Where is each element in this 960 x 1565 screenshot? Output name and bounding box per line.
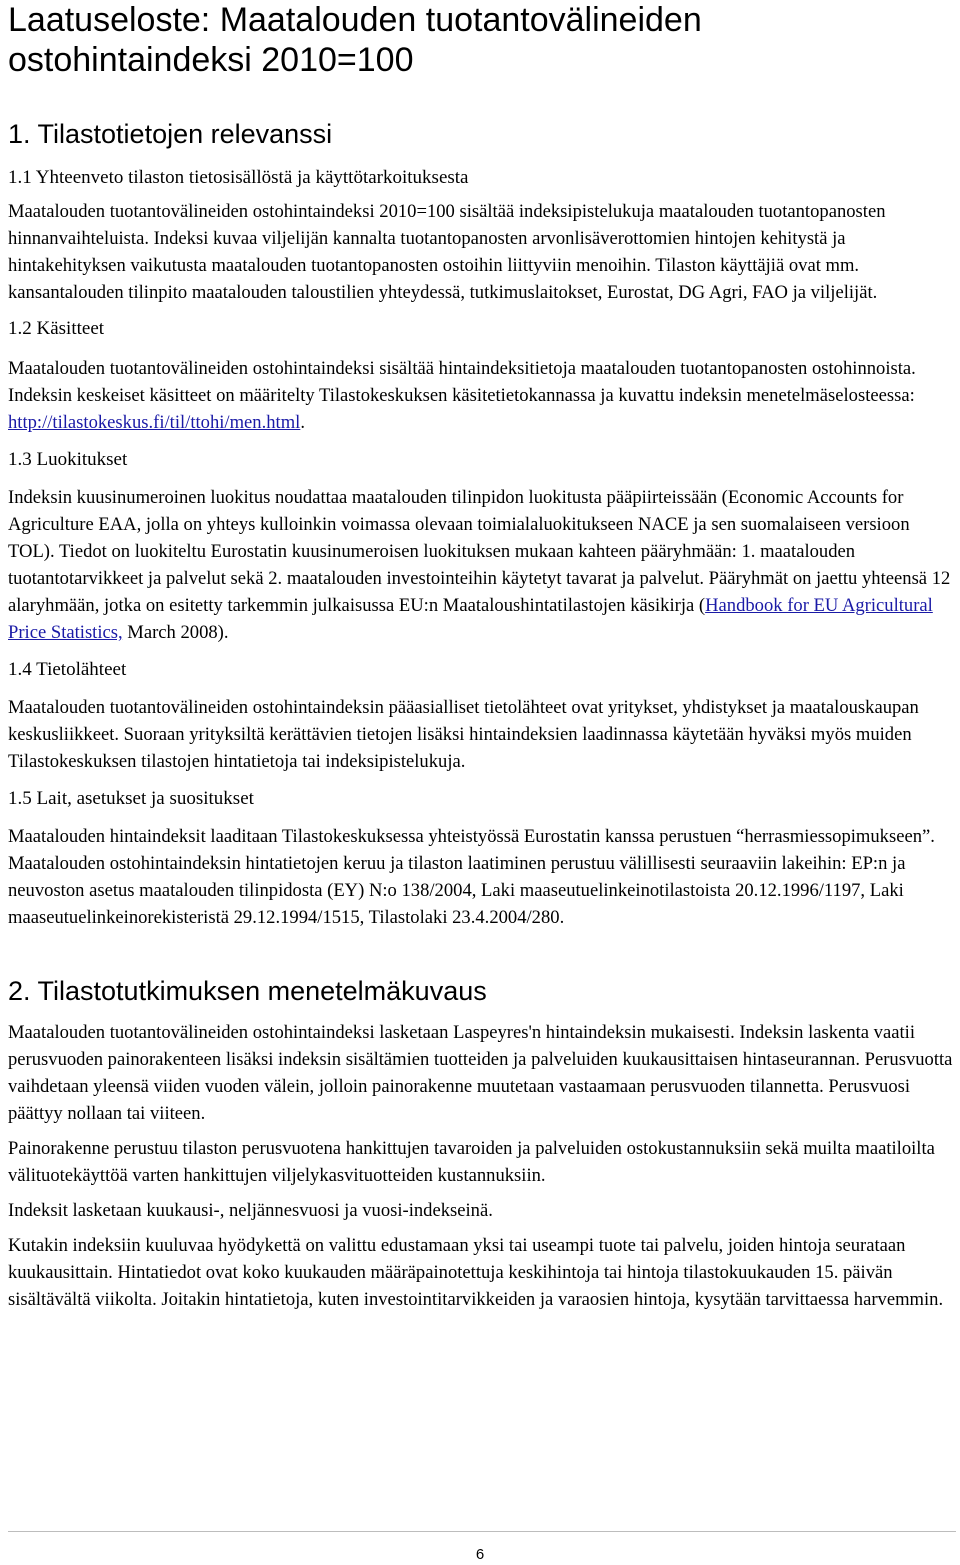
section-1-heading: 1. Tilastotietojen relevanssi	[8, 119, 333, 149]
section-1-3-text-body: Indeksin kuusinumeroinen luokitus noudattaa maatalouden tilinpidon luokitusta pääpiirteissään (Economic Accounts for Agriculture EAA, jolla on yhteys kulloinkin voimassa olevaan toimialaluokitukseen NACE ja sen suomalaiseen versioon TOL). Tiedot on luokiteltu Eurostatin kuusinumeroisen luokituksen mukaan kahteen pääryhmään: 1. maatalouden tuotantotarvikkeet ja palvelut sekä 2. maatalouden investointeihin käytetyt tavarat ja palvelut. Pääryhmät on jaettu yhteensä 12 alaryhmään, jotka on esitetty tarkemmin julkaisussa EU:n Maataloushintatilastojen käsikirja (	[8, 487, 951, 616]
section-1-3-heading: 1.3 Luokitukset	[8, 449, 128, 470]
section-1-2-text	[8, 355, 956, 436]
section-2-heading: 2. Tilastotutkimuksen menetelmäkuvaus	[8, 976, 487, 1006]
section-1-5-heading: 1.5 Lait, asetukset ja suositukset	[8, 788, 254, 809]
title-line-2: ostohintaindeksi 2010=100	[8, 41, 414, 79]
section-1-2-text-end: .	[300, 412, 305, 433]
section-1-3-text-end: March 2008).	[122, 622, 229, 643]
section-1-1-heading: 1.1 Yhteenveto tilaston tietosisällöstä ja käyttötarkoituksesta	[8, 167, 469, 188]
section-1-5-text: Maatalouden hintaindeksit laaditaan Tilastokeskuksessa yhteistyössä Eurostatin kanssa perustuen “herrasmiessopimukseen”. Maatalouden ostohintaindeksin hintatietojen keruu ja tilaston laatiminen perustuu välillisesti seuraaviin lakeihin: EP:n ja neuvoston asetus maatalouden tilinpidosta (EY) N:o 138/2004, Laki maaseutuelinkeinotilastoista 20.12.1996/1197, Laki maaseutuelinkeinorekisteristä 29.12.1994/1515, Tilastolaki 23.4.2004/280.	[8, 826, 935, 928]
section-2-paragraph-2: Painorakenne perustuu tilaston perusvuotena hankittujen tavaroiden ja palveluiden ostokustannuksiin sekä muilta maatiloilta välituotekäyttöä varten hankittujen viljelykasvituotteiden kustannuksiin.	[8, 1138, 935, 1186]
method-description-link[interactable]: http://tilastokeskus.fi/til/ttohi/men.html	[8, 412, 301, 433]
document-page	[8, 0, 956, 1313]
page-number: 6	[475, 1546, 485, 1563]
handbook-link[interactable]: Handbook for EU Agricultural Price Statistics,	[8, 595, 933, 643]
section-1-2-text-body: Maatalouden tuotantovälineiden ostohintaindeksi sisältää hintaindeksitietoja maatalouden tuotantopanosten ostohinnoista. Indeksin keskeiset käsitteet on määritelty Tilastokeskuksen käsitetietokannassa ja kuvattu indeksin menetelmäselosteessa:	[8, 358, 916, 406]
section-2-paragraph-1: Maatalouden tuotantovälineiden ostohintaindeksi lasketaan Laspeyres'n hintaindeksin mukaisesti. Indeksin laskenta vaatii perusvuoden painorakenteen lisäksi indeksin sisältämien tuotteiden ja palveluiden kuukausittaisen hintaseurannan. Perusvuotta vaihdetaan yleensä viiden vuoden välein, jolloin painorakenne muutetaan vastaamaan perusvuoden tilannetta. Perusvuosi päättyy nollaan tai viiteen.	[8, 1022, 953, 1124]
footer-divider	[8, 1531, 956, 1532]
section-1-4-text: Maatalouden tuotantovälineiden ostohintaindeksin pääasialliset tietolähteet ovat yritykset, yhdistykset ja maatalouskaupan keskusliikkeet. Suoraan yrityksiltä kerättävien tietojen lisäksi hintaindeksien laadinnassa käytetään hyväksi myös muiden Tilastokeskuksen tilastojen hintatietoja tai indeksipistelukuja.	[8, 697, 919, 772]
section-2-paragraph-3: Indeksit lasketaan kuukausi-, neljännesvuosi ja vuosi-indekseinä.	[8, 1200, 493, 1221]
section-1-4-heading: 1.4 Tietolähteet	[8, 659, 127, 680]
section-1-1-text: Maatalouden tuotantovälineiden ostohintaindeksi 2010=100 sisältää indeksipistelukuja maatalouden tuotantopanosten hinnanvaihteluista. Indeksi kuvaa viljelijän kannalta tuotantopanosten arvonlisäverottomien hintojen kehitystä ja hintakehityksen vaikutusta maatalouden tuotantopanosten ostoihin liittyviin menoihin. Tilaston käyttäjiä ovat mm. kansantalouden tilinpito maatalouden taloustilien yhteydessä, tutkimuslaitokset, Eurostat, DG Agri, FAO ja viljelijät.	[8, 201, 886, 303]
section-2-paragraph-4: Kutakin indeksiin kuuluvaa hyödykettä on valittu edustamaan yksi tai useampi tuote tai palvelu, joiden hintoja seurataan kuukausittain. Hintatiedot ovat koko kuukauden määräpainotettuja keskihintoja tai hintoja tilastokuukauden 15. päivän sisältävältä viikolta. Joitakin hintatietoja, kuten investointitarvikkeiden ja varaosien hintoja, kysytään tarvittaessa harvemmin.	[8, 1235, 944, 1310]
title-line-1: Laatuseloste: Maatalouden tuotantovälineiden	[8, 1, 702, 39]
section-1-2-heading: 1.2 Käsitteet	[8, 318, 105, 339]
section-1-3-text	[8, 484, 956, 646]
document-title	[8, 0, 956, 80]
